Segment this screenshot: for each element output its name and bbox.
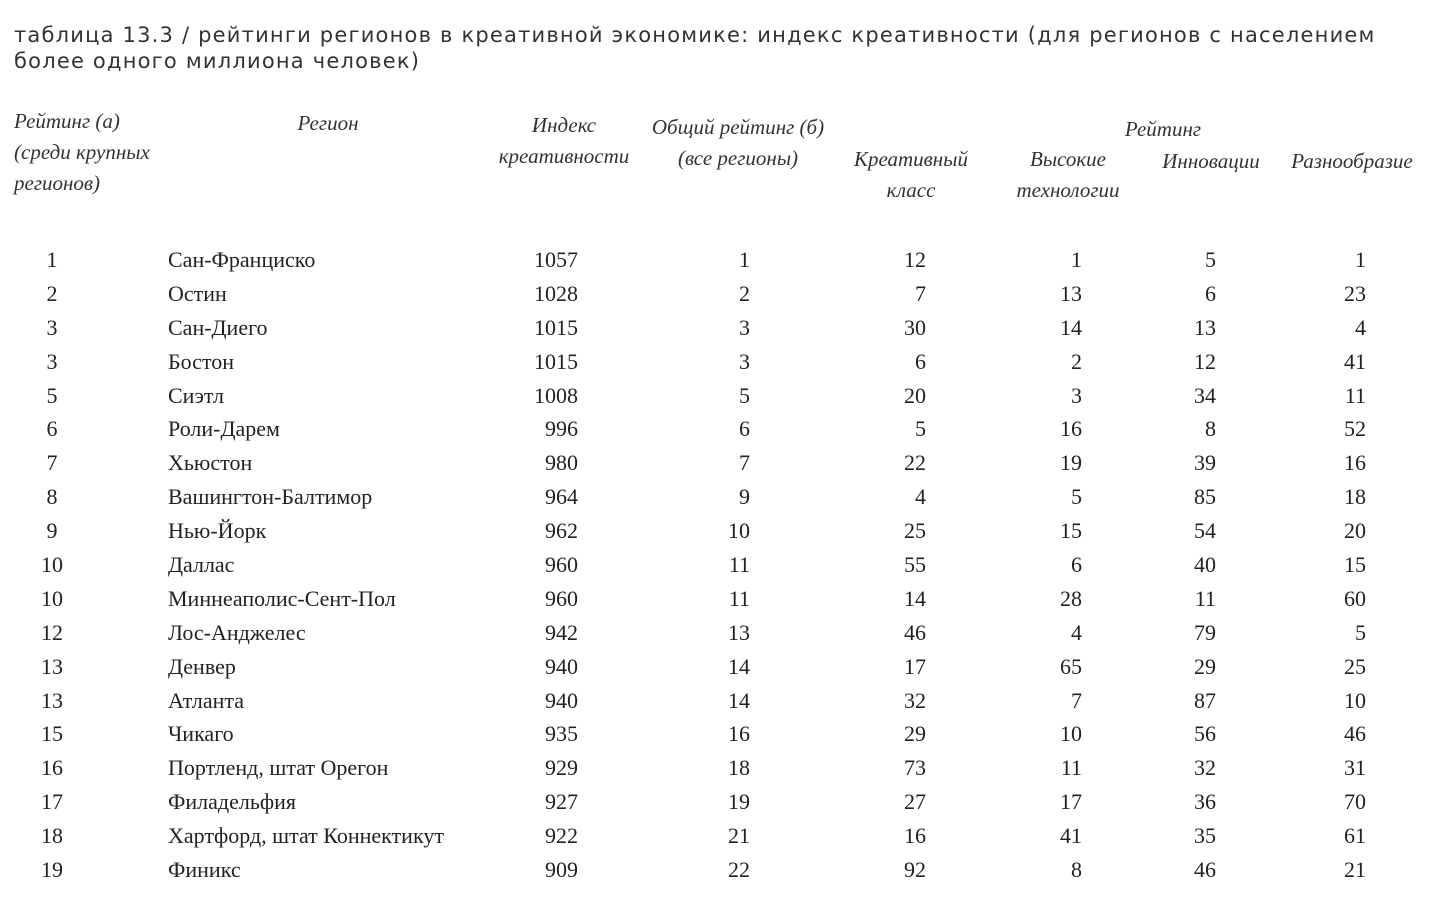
header-index-line-2: креативности: [498, 144, 630, 168]
header-overall: [640, 112, 836, 174]
cell-innovation: 34: [1194, 382, 1216, 408]
cell-high-tech: 5: [1071, 484, 1082, 510]
cell-high-tech: 14: [1060, 314, 1082, 340]
cell-creative-class: 6: [915, 348, 926, 374]
cell-region: Хартфорд, штат Коннектикут: [168, 823, 444, 849]
cell-index: 942: [545, 619, 578, 645]
cell-diversity: 41: [1344, 348, 1366, 374]
cell-region: Чикаго: [168, 721, 234, 747]
header-innovation: Инновации: [1162, 149, 1260, 173]
table-row: [0, 717, 1429, 751]
cell-overall: 21: [728, 823, 750, 849]
cell-diversity: 16: [1344, 450, 1366, 476]
cell-overall: 22: [728, 857, 750, 883]
cell-innovation: 13: [1194, 314, 1216, 340]
header-rank-line-2: (среди крупных: [14, 140, 150, 164]
header-index: [486, 110, 642, 172]
cell-diversity: 1: [1355, 247, 1366, 272]
table-row: [0, 480, 1429, 514]
cell-creative-class: 55: [904, 552, 926, 578]
cell-index: 935: [545, 721, 578, 747]
cell-rank: 2: [46, 280, 58, 306]
header-index-line-1: Индекс: [531, 113, 597, 137]
cell-diversity: 60: [1344, 585, 1366, 611]
header-rank: [14, 106, 184, 199]
cell-high-tech: 13: [1060, 280, 1082, 306]
cell-diversity: 23: [1344, 280, 1366, 306]
table-row: [0, 616, 1429, 650]
cell-index: 929: [545, 755, 578, 781]
header-creative-class-line-2: класс: [886, 178, 936, 202]
cell-index: 1015: [534, 348, 578, 374]
cell-high-tech: 41: [1060, 823, 1082, 849]
cell-region: Даллас: [168, 552, 235, 578]
cell-index: 960: [545, 585, 578, 611]
table-body: [0, 243, 1429, 887]
cell-diversity: 11: [1344, 382, 1366, 408]
cell-innovation: 11: [1194, 585, 1216, 611]
cell-innovation: 12: [1194, 348, 1216, 374]
header-high-tech: [998, 144, 1138, 206]
cell-region: Роли-Дарем: [168, 416, 280, 442]
cell-high-tech: 65: [1060, 653, 1082, 679]
cell-index: 962: [545, 518, 578, 544]
cell-diversity: 20: [1344, 518, 1366, 544]
cell-region: Сан-Диего: [168, 314, 268, 340]
cell-index: 980: [545, 450, 578, 476]
cell-overall: 6: [739, 416, 750, 442]
cell-innovation: 32: [1194, 755, 1216, 781]
header-high-tech-line-2: технологии: [1016, 178, 1120, 202]
cell-innovation: 46: [1194, 857, 1216, 883]
cell-index: 996: [545, 416, 578, 442]
cell-high-tech: 28: [1060, 585, 1082, 611]
cell-innovation: 36: [1194, 789, 1216, 815]
cell-creative-class: 30: [904, 314, 926, 340]
cell-region: Хьюстон: [168, 450, 253, 476]
cell-rank: 10: [41, 552, 63, 578]
cell-diversity: 5: [1355, 619, 1366, 645]
cell-creative-class: 29: [904, 721, 926, 747]
cell-innovation: 54: [1194, 518, 1216, 544]
table-row: [0, 650, 1429, 684]
cell-diversity: 15: [1344, 552, 1366, 578]
table-row: [0, 684, 1429, 718]
cell-overall: 16: [728, 721, 750, 747]
cell-overall: 10: [728, 518, 750, 544]
table-row: [0, 853, 1429, 887]
cell-overall: 19: [728, 789, 750, 815]
cell-innovation: 6: [1205, 280, 1216, 306]
cell-index: 1015: [534, 314, 578, 340]
cell-rank: 10: [41, 585, 63, 611]
cell-creative-class: 5: [915, 416, 926, 442]
cell-rank: 18: [41, 823, 63, 849]
cell-rank: 13: [41, 653, 63, 679]
cell-overall: 11: [728, 585, 750, 611]
cell-high-tech: 4: [1071, 619, 1082, 645]
cell-rank: 16: [41, 755, 63, 781]
cell-overall: 14: [728, 653, 750, 679]
table-row: [0, 751, 1429, 785]
cell-index: 940: [545, 653, 578, 679]
cell-region: Вашингтон-Балтимор: [168, 484, 373, 510]
cell-high-tech: 15: [1060, 518, 1082, 544]
cell-rank: 13: [41, 687, 63, 713]
cell-high-tech: 16: [1060, 416, 1082, 442]
cell-rank: 6: [46, 416, 58, 442]
header-rating-group: Рейтинг: [1124, 117, 1202, 141]
cell-rank: 12: [41, 619, 63, 645]
cell-rank: 8: [46, 484, 58, 510]
header-diversity: Разнообразие: [1291, 149, 1413, 173]
cell-rank: 3: [46, 314, 58, 340]
cell-diversity: 61: [1344, 823, 1366, 849]
cell-index: 1057: [534, 247, 578, 272]
cell-rank: 15: [41, 721, 63, 747]
table-row: [0, 514, 1429, 548]
header-high-tech-line-1: Высокие: [1030, 147, 1106, 171]
cell-index: 940: [545, 687, 578, 713]
cell-creative-class: 20: [904, 382, 926, 408]
cell-overall: 11: [728, 552, 750, 578]
header-rank-line-1: Рейтинг (а): [14, 109, 120, 133]
cell-innovation: 29: [1194, 653, 1216, 679]
cell-index: 1008: [534, 382, 578, 408]
header-creative-class-line-1: Креативный: [854, 147, 968, 171]
cell-overall: 13: [728, 619, 750, 645]
cell-region: Нью-Йорк: [168, 518, 267, 544]
cell-creative-class: 25: [904, 518, 926, 544]
cell-creative-class: 22: [904, 450, 926, 476]
cell-index: 922: [545, 823, 578, 849]
cell-region: Портленд, штат Орегон: [168, 755, 389, 781]
cell-creative-class: 32: [904, 687, 926, 713]
cell-high-tech: 2: [1071, 348, 1082, 374]
cell-index: 1028: [534, 280, 578, 306]
cell-rank: 7: [46, 450, 58, 476]
cell-region: Миннеаполис-Сент-Пол: [168, 585, 396, 611]
cell-rank: 5: [46, 382, 58, 408]
table-row: [0, 446, 1429, 480]
cell-rank: 3: [46, 348, 58, 374]
cell-creative-class: 16: [904, 823, 926, 849]
cell-creative-class: 73: [904, 755, 926, 781]
cell-high-tech: 3: [1071, 382, 1082, 408]
cell-rank: 9: [46, 518, 58, 544]
cell-region: Финикс: [168, 857, 241, 883]
cell-creative-class: 92: [904, 857, 926, 883]
cell-creative-class: 17: [904, 653, 926, 679]
cell-index: 909: [545, 857, 578, 883]
table-row: [0, 412, 1429, 446]
cell-high-tech: 17: [1060, 789, 1082, 815]
cell-overall: 9: [739, 484, 750, 510]
header-overall-line-1: Общий рейтинг (б): [651, 115, 825, 139]
table-row: [0, 819, 1429, 853]
table-row: [0, 345, 1429, 379]
cell-creative-class: 14: [904, 585, 926, 611]
cell-high-tech: 1: [1071, 247, 1082, 272]
cell-diversity: 10: [1344, 687, 1366, 713]
cell-innovation: 87: [1194, 687, 1216, 713]
cell-high-tech: 6: [1071, 552, 1082, 578]
cell-overall: 2: [739, 280, 750, 306]
header-region: Регион: [297, 111, 359, 135]
cell-diversity: 52: [1344, 416, 1366, 442]
cell-index: 960: [545, 552, 578, 578]
cell-diversity: 18: [1344, 484, 1366, 510]
cell-rank: 17: [41, 789, 63, 815]
table-row: [0, 243, 1429, 277]
cell-high-tech: 19: [1060, 450, 1082, 476]
table-row: [0, 277, 1429, 311]
cell-innovation: 56: [1194, 721, 1216, 747]
cell-diversity: 46: [1344, 721, 1366, 747]
cell-diversity: 31: [1344, 755, 1366, 781]
cell-region: Сан-Франциско: [168, 247, 316, 272]
table-row: [0, 785, 1429, 819]
table-caption: таблица 13.3 / рейтинги регионов в креативной экономике: индекс креативности (для регионов с населением более одного миллиона человек): [14, 23, 1376, 73]
cell-innovation: 39: [1194, 450, 1216, 476]
cell-innovation: 5: [1205, 247, 1216, 272]
cell-index: 964: [545, 484, 578, 510]
cell-overall: 3: [739, 314, 750, 340]
header-rank-line-3: регионов): [14, 171, 101, 195]
cell-region: Лос-Анджелес: [168, 619, 306, 645]
cell-overall: 5: [739, 382, 750, 408]
cell-region: Атланта: [168, 687, 245, 713]
cell-high-tech: 10: [1060, 721, 1082, 747]
cell-innovation: 35: [1194, 823, 1216, 849]
cell-index: 927: [545, 789, 578, 815]
table-row: [0, 582, 1429, 616]
cell-creative-class: 27: [904, 789, 926, 815]
cell-creative-class: 12: [904, 247, 926, 272]
cell-diversity: 70: [1344, 789, 1366, 815]
cell-high-tech: 7: [1071, 687, 1082, 713]
cell-diversity: 21: [1344, 857, 1366, 883]
table-row: [0, 548, 1429, 582]
header-overall-line-2: (все регионы): [677, 146, 799, 170]
cell-high-tech: 8: [1071, 857, 1082, 883]
cell-region: Бостон: [168, 348, 235, 374]
cell-diversity: 4: [1355, 314, 1366, 340]
table-row: [0, 311, 1429, 345]
table-row: [0, 379, 1429, 413]
cell-creative-class: 7: [915, 280, 926, 306]
cell-creative-class: 4: [915, 484, 926, 510]
header-creative-class: [840, 144, 982, 206]
cell-high-tech: 11: [1060, 755, 1082, 781]
cell-innovation: 79: [1194, 619, 1216, 645]
cell-region: Остин: [168, 280, 227, 306]
cell-region: Сиэтл: [168, 382, 224, 408]
cell-overall: 3: [739, 348, 750, 374]
cell-rank: 19: [41, 857, 63, 883]
cell-diversity: 25: [1344, 653, 1366, 679]
cell-innovation: 8: [1205, 416, 1216, 442]
cell-overall: 18: [728, 755, 750, 781]
cell-overall: 1: [739, 247, 750, 272]
cell-overall: 14: [728, 687, 750, 713]
cell-rank: 1: [46, 247, 58, 272]
cell-innovation: 85: [1194, 484, 1216, 510]
cell-region: Филадельфия: [168, 789, 297, 815]
cell-overall: 7: [739, 450, 750, 476]
cell-region: Денвер: [168, 653, 236, 679]
cell-innovation: 40: [1194, 552, 1216, 578]
cell-creative-class: 46: [904, 619, 926, 645]
